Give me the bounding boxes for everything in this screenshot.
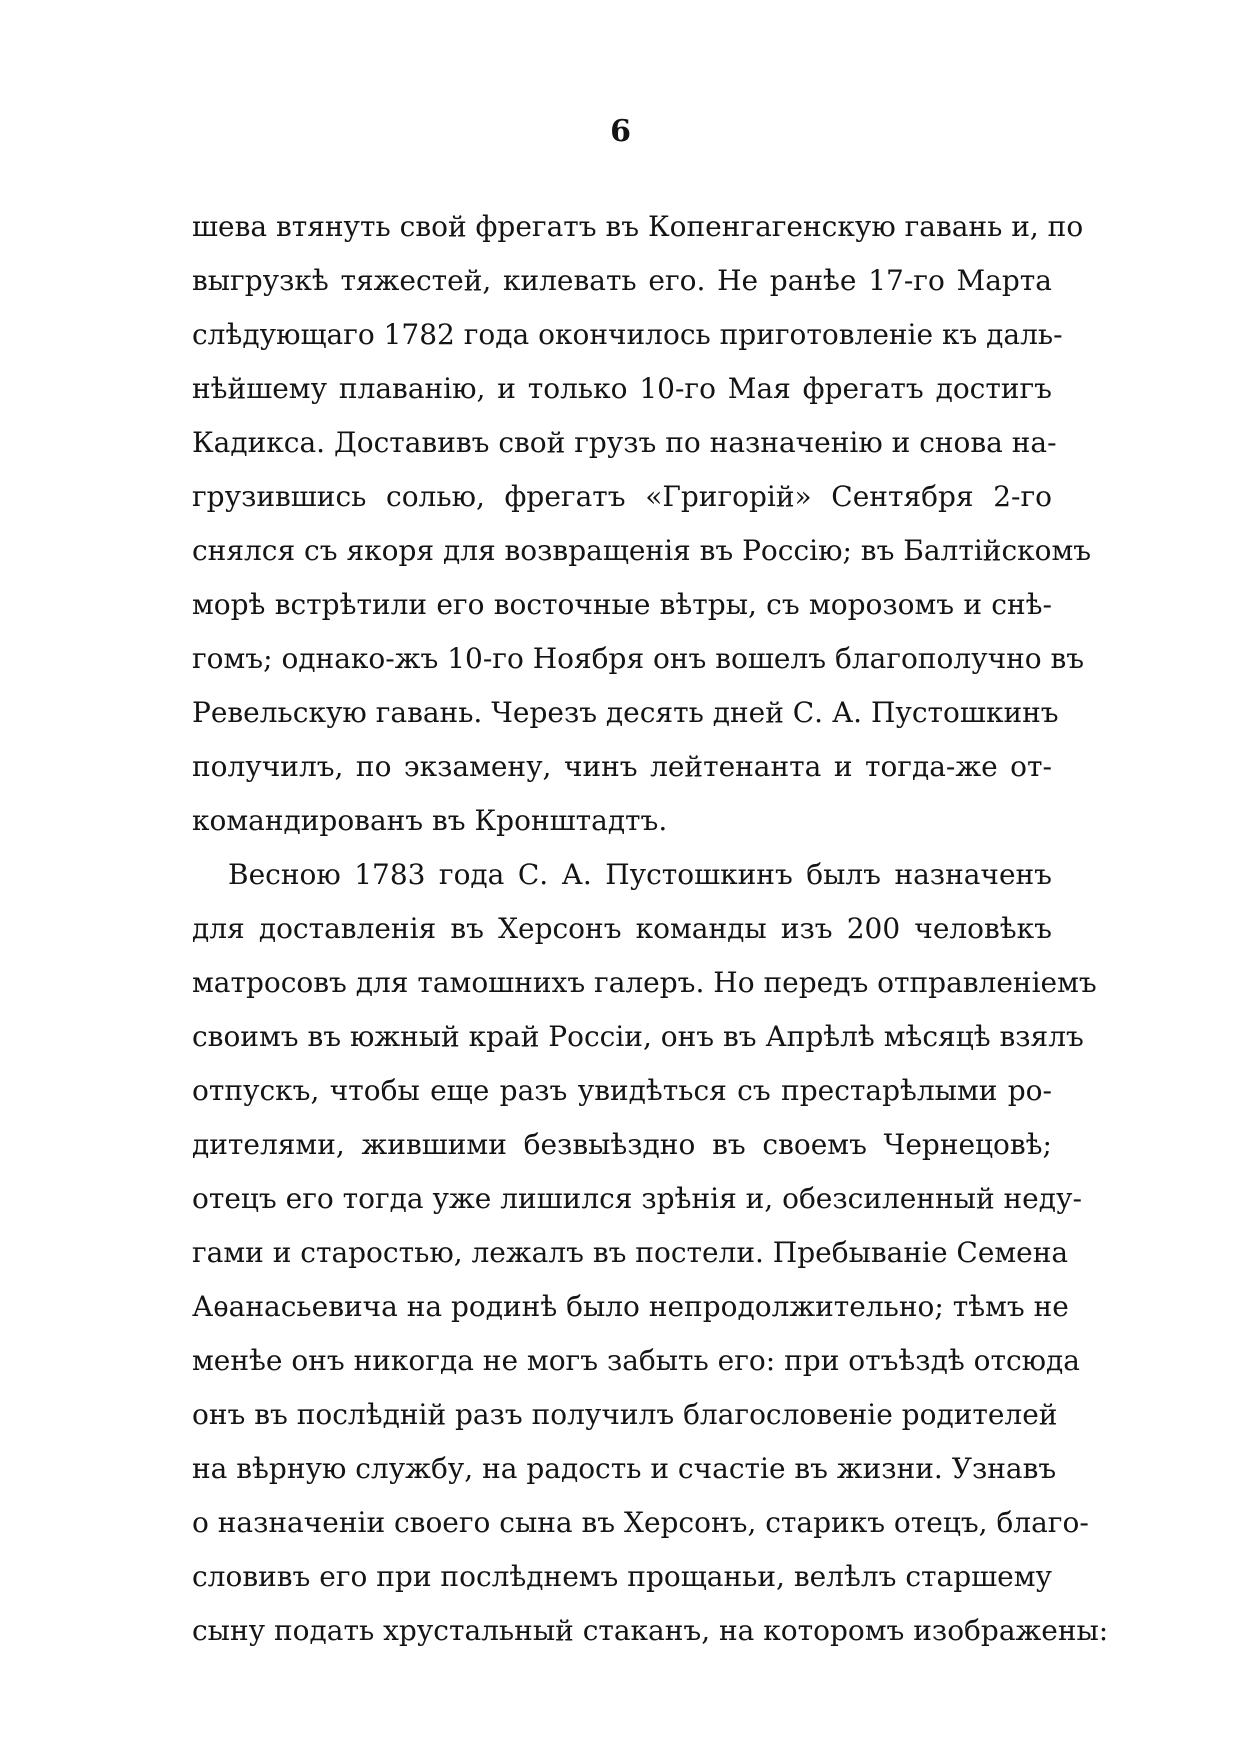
text-line: отецъ его тогда уже лишился зрѣнія и, обезсиленный неду- xyxy=(192,1182,1082,1215)
text-line: матросовъ для тамошнихъ галеръ. Но передъ отправленіемъ xyxy=(192,966,1097,999)
text-line: слѣдующаго 1782 года окончилось приготовленіе къ даль- xyxy=(192,318,1063,351)
text-line: о назначеніи своего сына въ Херсонъ, старикъ отецъ, благо- xyxy=(192,1506,1089,1539)
paragraph-1 xyxy=(192,200,1092,848)
text-line: морѣ встрѣтили его восточные вѣтры, съ морозомъ и снѣ- xyxy=(192,588,1052,621)
text-line: нѣйшему плаванію, и только 10-го Мая фрегатъ достигъ xyxy=(192,372,1052,405)
text-line: гомъ; однако-жъ 10-го Ноября онъ вошелъ благополучно въ xyxy=(192,642,1085,675)
text-line: гами и старостью, лежалъ въ постели. Пребываніе Семена xyxy=(192,1236,1069,1269)
text-line: командированъ въ Кронштадтъ. xyxy=(192,804,668,837)
text-line: менѣе онъ никогда не могъ забыть его: при отъѣздѣ отсюда xyxy=(192,1344,1080,1377)
text-line: выгрузкѣ тяжестей, килевать его. Не ранѣе 17-го Марта xyxy=(192,264,1052,297)
text-line: для доставленія въ Херсонъ команды изъ 200 человѣкъ xyxy=(192,912,1052,945)
text-line: онъ въ послѣдній разъ получилъ благословеніе родителей xyxy=(192,1398,1058,1431)
text-line: сыну подать хрустальный стаканъ, на которомъ изображены: xyxy=(192,1614,1109,1647)
paragraph-2 xyxy=(192,848,1109,1658)
text-line: дителями, жившими безвыѣздно въ своемъ Чернецовѣ; xyxy=(192,1128,1052,1161)
text-line: шева втянуть свой фрегатъ въ Копенгагенскую гавань и, по xyxy=(192,210,1084,243)
text-line: снялся съ якоря для возвращенія въ Россію; въ Балтійскомъ xyxy=(192,534,1092,567)
text-line: Весною 1783 года С. А. Пустошкинъ былъ назначенъ xyxy=(228,858,1052,891)
text-line: словивъ его при послѣднемъ прощаньи, велѣлъ старшему xyxy=(192,1560,1052,1593)
body-text xyxy=(192,200,1109,1658)
text-line: своимъ въ южный край Россіи, онъ въ Апрѣлѣ мѣсяцѣ взялъ xyxy=(192,1020,1084,1053)
text-line: на вѣрную службу, на радость и счастіе въ жизни. Узнавъ xyxy=(192,1452,1057,1485)
page-number: 6 xyxy=(610,114,631,149)
text-line: Кадикса. Доставивъ свой грузъ по назначенію и снова на- xyxy=(192,426,1057,459)
text-line: отпускъ, чтобы еще разъ увидѣться съ престарѣлыми ро- xyxy=(192,1074,1052,1107)
text-line: получилъ, по экзамену, чинъ лейтенанта и тогда-же от- xyxy=(192,750,1052,783)
text-line: Ревельскую гавань. Черезъ десять дней С. А. Пустошкинъ xyxy=(192,696,1059,729)
text-line: грузившись солью, фрегатъ «Григорій» Сентября 2-го xyxy=(192,480,1052,513)
text-line: Аѳанасьевича на родинѣ было непродолжительно; тѣмъ не xyxy=(192,1290,1069,1323)
